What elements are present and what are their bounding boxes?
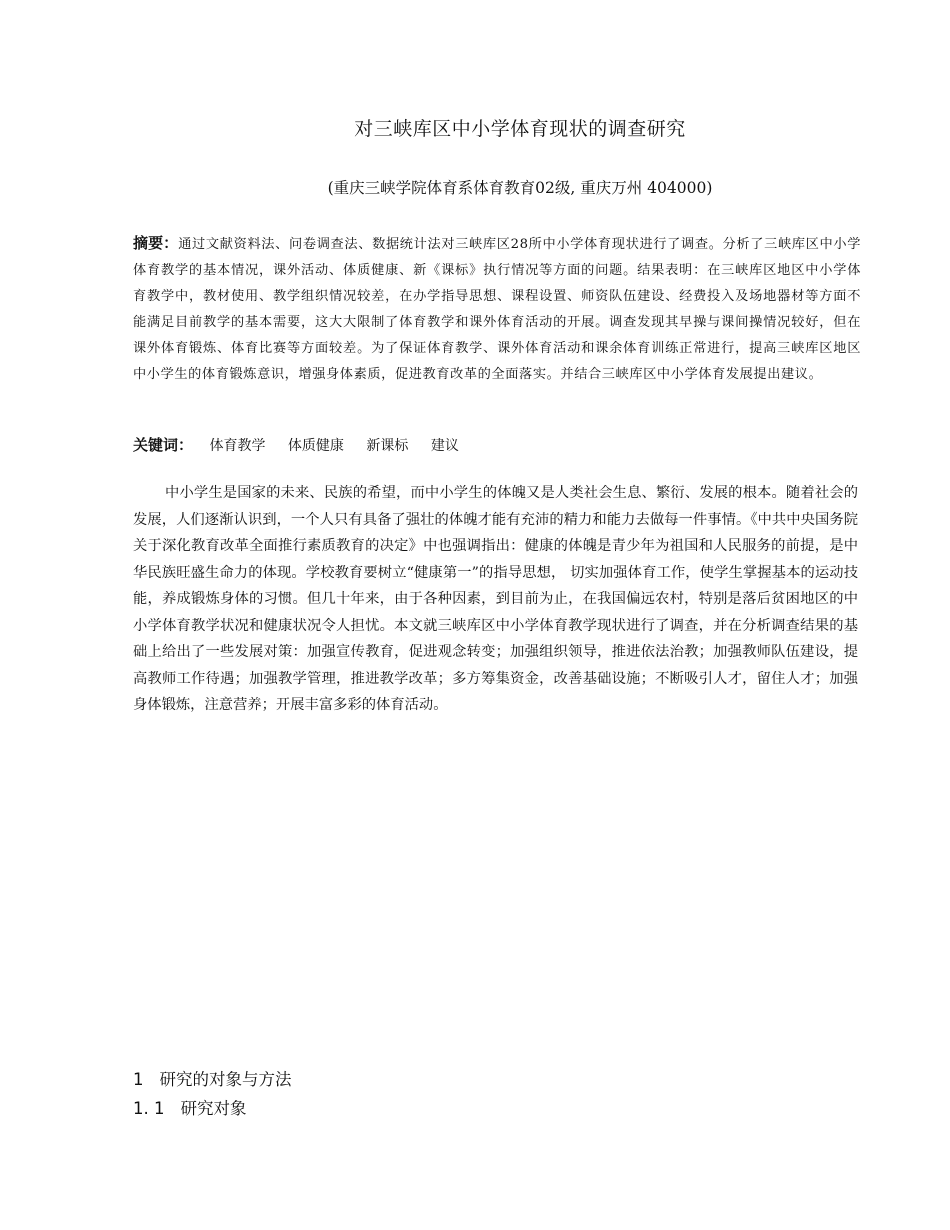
author-affiliation: (重庆三峡学院体育系体育教育02级, 重庆万州 404000): [327, 179, 713, 197]
keyword-item: 体质健康: [287, 438, 344, 454]
abstract-label: 摘要：: [133, 234, 179, 252]
section-number: 1. 1: [133, 1099, 165, 1118]
section-number: 1: [133, 1070, 144, 1089]
section-heading-1-1: [133, 1095, 247, 1119]
keyword-item: 建议: [430, 438, 459, 454]
abstract-block: [133, 230, 861, 388]
abstract-text: 通过文献资料法、问卷调查法、数据统计法对三峡库区28所中小学体育现状进行了调查。分析了三峡库区中小学体育教学的基本情况，课外活动、体质健康、新《课标》执行情况等方面的问题。结果表明：在三峡库区地区中小学体育教学中，教材使用、教学组织情况较差，在办学指导思想、课程设置、师资队伍建设、经费投入及场地器材等方面不能满足目前教学的基本需要，这大大限制了体育教学和课外体育活动的开展。调查发现其早操与课间操情况较好，但在课外体育锻炼、体育比赛等方面较差。为了保证体育教学、课外体育活动和课余体育训练正常进行，提高三峡库区地区中小学生的体育锻炼意识，增强身体素质，促进教育改革的全面落实。并结合三峡库区中小学体育发展提出建议。: [133, 237, 861, 382]
paper-title: 对三峡库区中小学体育现状的调查研究: [354, 118, 686, 140]
keyword-item: 新课标: [366, 438, 409, 454]
keyword-item: 体育教学: [209, 438, 266, 454]
keywords-block: [133, 434, 861, 455]
section-title: 研究的对象与方法: [159, 1070, 292, 1089]
intro-paragraph: 中小学生是国家的未来、民族的希望，而中小学生的体魄又是人类社会生息、繁衍、发展的根本。随着社会的发展，人们逐渐认识到，一个人只有具备了强壮的体魄才能有充沛的精力和能力去做每一件事情。《中共中央国务院关于深化教育改革全面推行素质教育的决定》中也强调指出：健康的体魄是青少年为祖国和人民服务的前提，是中华民族旺盛生命力的体现。学校教育要树立“健康第一”的指导思想， 切实加强体育工作，使学生掌握基本的运动技能，养成锻炼身体的习惯。但几十年来，由于各种因素，到目前为止，在我国偏远农村，特别是落后贫困地区的中小学体育教学状况和健康状况令人担忧。本文就三峡库区中小学体育教学现状进行了调查，并在分析调查结果的基础上给出了一些发展对策：加强宣传教育，促进观念转变；加强组织领导，推进依法治教；加强教师队伍建设，提高教师工作待遇；加强教学管理，推进教学改革；多方筹集资金，改善基础设施；不断吸引人才，留住人才；加强身体锻炼，注意营养；开展丰富多彩的体育活动。: [133, 485, 858, 713]
section-heading-1: [133, 1066, 292, 1090]
section-title: 研究对象: [180, 1099, 247, 1118]
keywords-label: 关键词：: [133, 436, 194, 454]
